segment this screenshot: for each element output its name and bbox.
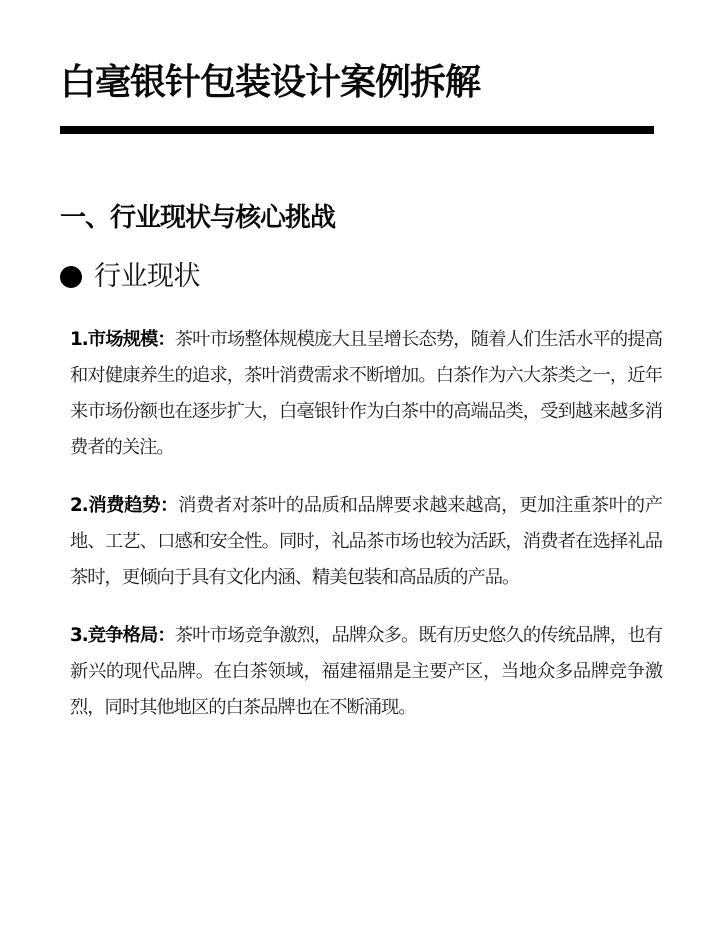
point-text: 茶叶市场整体规模庞大且呈增长态势，随着人们生活水平的提高和对健康养生的追求，茶叶消费需求不断增加。白茶作为六大茶类之一，近年来市场份额也在逐步扩大，白毫银针作为白茶中的高端品类，受到越来越多消费者的关注。: [70, 329, 662, 458]
point-consumption-trend: [70, 488, 662, 596]
point-text: 消费者对茶叶的品质和品牌要求越来越高，更加注重茶叶的产地、工艺、口感和安全性。同时，礼品茶市场也较为活跃，消费者在选择礼品茶时，更倾向于具有文化内涵、精美包装和高品质的产品。: [70, 495, 663, 588]
section-heading: 一、行业现状与核心挑战: [60, 203, 336, 233]
point-text: 茶叶市场竞争激烈，品牌众多。既有历史悠久的传统品牌，也有新兴的现代品牌。在白茶领域，福建福鼎是主要产区，当地众多品牌竞争激烈，同时其他地区的白茶品牌也在不断涌现。: [70, 625, 662, 718]
industry-status-points: [70, 322, 662, 748]
point-label: 1.市场规模：: [70, 329, 175, 350]
title-divider: [60, 126, 654, 134]
subheading: [60, 255, 200, 299]
point-market-size: [70, 322, 662, 466]
point-competition: [70, 618, 662, 726]
bullet-circle-icon: [60, 266, 82, 288]
page-title: 白毫银针包装设计案例拆解: [60, 62, 481, 103]
subheading-text: 行业现状: [94, 261, 200, 292]
point-label: 3.竞争格局：: [70, 625, 175, 646]
point-label: 2.消费趋势：: [70, 495, 179, 516]
